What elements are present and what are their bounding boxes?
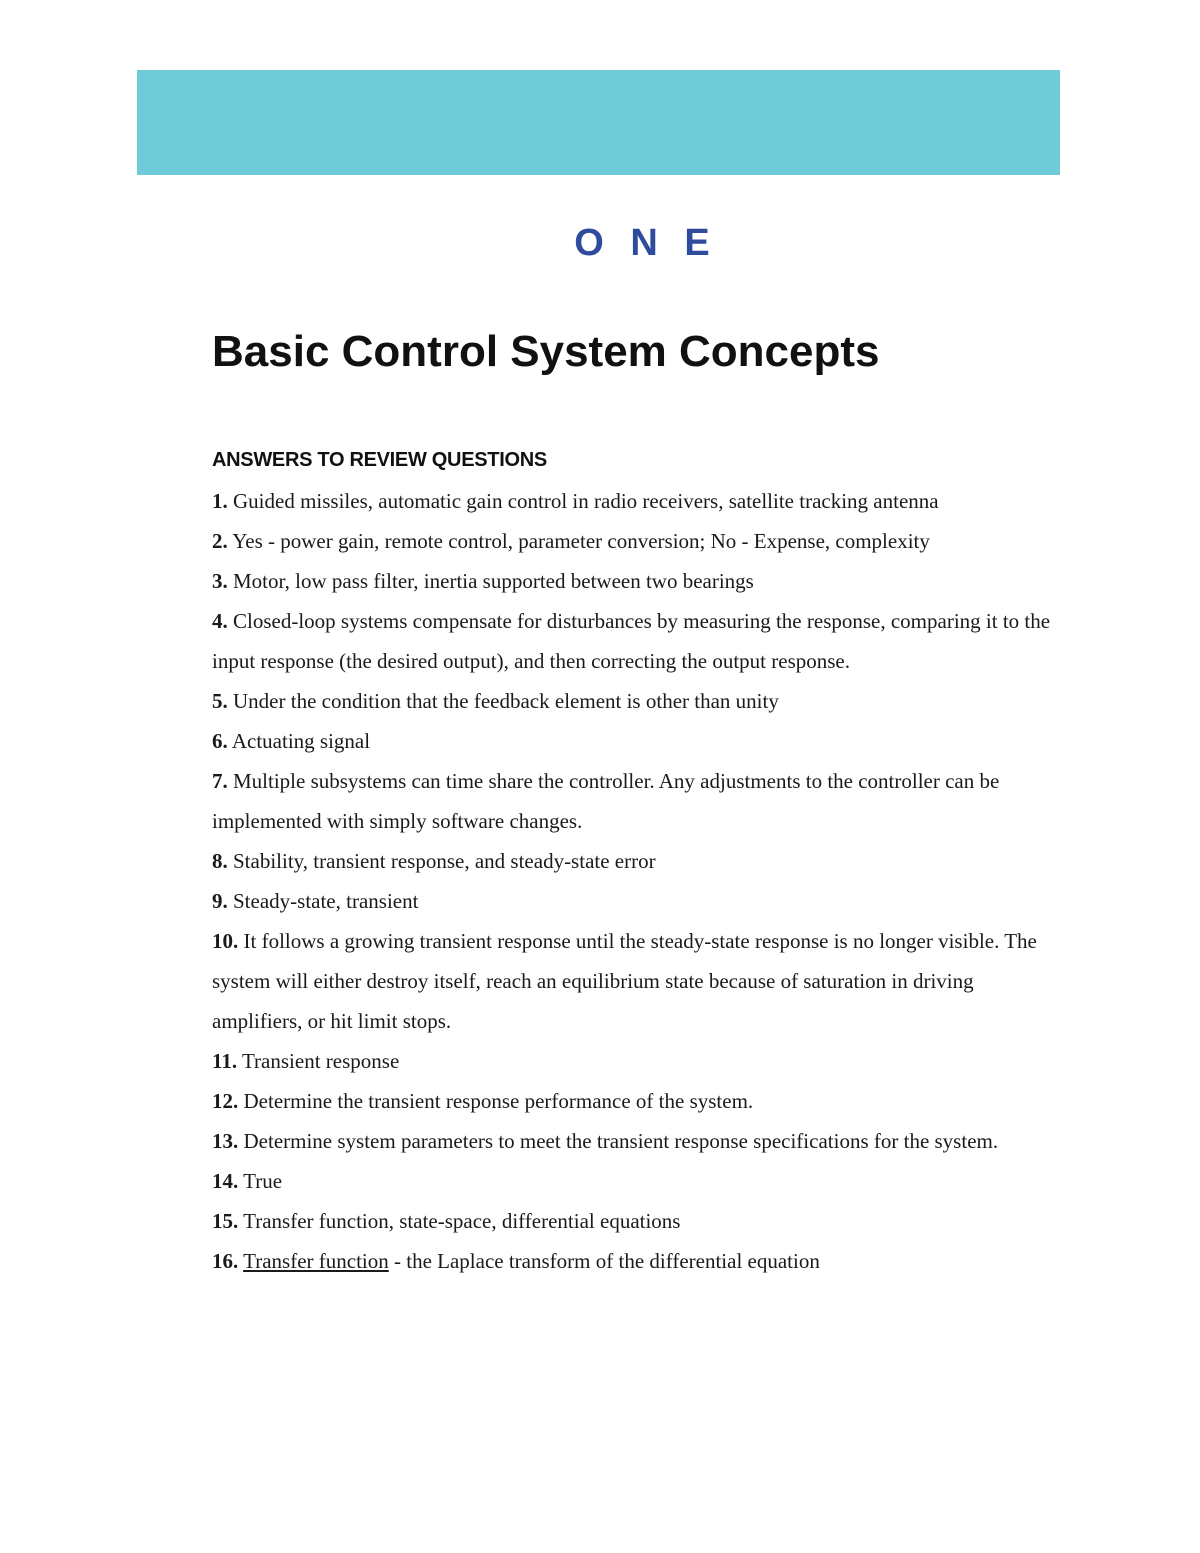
answer-item <box>212 481 1052 521</box>
answer-item <box>212 921 1052 1041</box>
answer-text: Determine the transient response performance of the system. <box>238 1089 754 1113</box>
answer-text: True <box>238 1169 283 1193</box>
answer-text: Steady-state, transient <box>227 889 419 913</box>
answer-item <box>212 841 1052 881</box>
answer-item <box>212 1161 1052 1201</box>
answer-text: It follows a growing transient response until the steady-state response is no longer visible. The system will either destroy itself, reach an equilibrium state because of saturation in driving amplifiers, or hit limit stops. <box>212 929 1037 1033</box>
answer-item <box>212 881 1052 921</box>
answer-number: 3. <box>212 569 228 593</box>
answer-number: 15. <box>212 1209 239 1233</box>
answer-item <box>212 521 1052 561</box>
answer-text: Transfer function, state-space, differential equations <box>238 1209 681 1233</box>
answer-number: 12. <box>212 1089 239 1113</box>
answer-number: 5. <box>212 689 228 713</box>
answer-text: Determine system parameters to meet the transient response specifications for the system. <box>238 1129 999 1153</box>
chapter-title: Basic Control System Concepts <box>212 327 880 376</box>
answer-number: 7. <box>212 769 228 793</box>
answer-number: 6. <box>212 729 228 753</box>
answer-item <box>212 1081 1052 1121</box>
answers-list <box>212 481 1052 1281</box>
answer-item <box>212 601 1052 681</box>
answer-item <box>212 1241 1052 1281</box>
answer-item <box>212 1121 1052 1161</box>
answer-item <box>212 761 1052 841</box>
chapter-number: O N E <box>574 222 718 264</box>
answer-number: 13. <box>212 1129 239 1153</box>
answer-number: 10. <box>212 929 239 953</box>
answer-number: 8. <box>212 849 228 873</box>
answer-term: Transfer function <box>243 1249 389 1273</box>
answer-item <box>212 1041 1052 1081</box>
answer-text: Transient response <box>237 1049 400 1073</box>
answer-text: Closed-loop systems compensate for disturbances by measuring the response, comparing it to the input response (the desired output), and then correcting the output response. <box>212 609 1051 673</box>
answer-number: 4. <box>212 609 228 633</box>
answer-item <box>212 1201 1052 1241</box>
section-heading: ANSWERS TO REVIEW QUESTIONS <box>212 449 547 471</box>
answer-text: - the Laplace transform of the differential equation <box>388 1249 820 1273</box>
header-band <box>137 70 1060 175</box>
answer-text: Multiple subsystems can time share the controller. Any adjustments to the controller can be implemented with simply software changes. <box>212 769 1000 833</box>
answer-number: 11. <box>212 1049 238 1073</box>
answer-item <box>212 561 1052 601</box>
answer-item <box>212 721 1052 761</box>
answer-text: Stability, transient response, and steady-state error <box>227 849 656 873</box>
answer-number: 14. <box>212 1169 239 1193</box>
answer-number: 2. <box>212 529 228 553</box>
answer-text: Actuating signal <box>227 729 371 753</box>
answer-text: Motor, low pass filter, inertia supported between two bearings <box>227 569 754 593</box>
answer-text: Guided missiles, automatic gain control in radio receivers, satellite tracking antenna <box>227 489 939 513</box>
answer-number: 9. <box>212 889 228 913</box>
answer-text: Yes - power gain, remote control, parameter conversion; No - Expense, complexity <box>227 529 930 553</box>
answer-number: 16. <box>212 1249 239 1273</box>
answer-item <box>212 681 1052 721</box>
answer-text: Under the condition that the feedback element is other than unity <box>227 689 779 713</box>
answer-number: 1. <box>212 489 228 513</box>
